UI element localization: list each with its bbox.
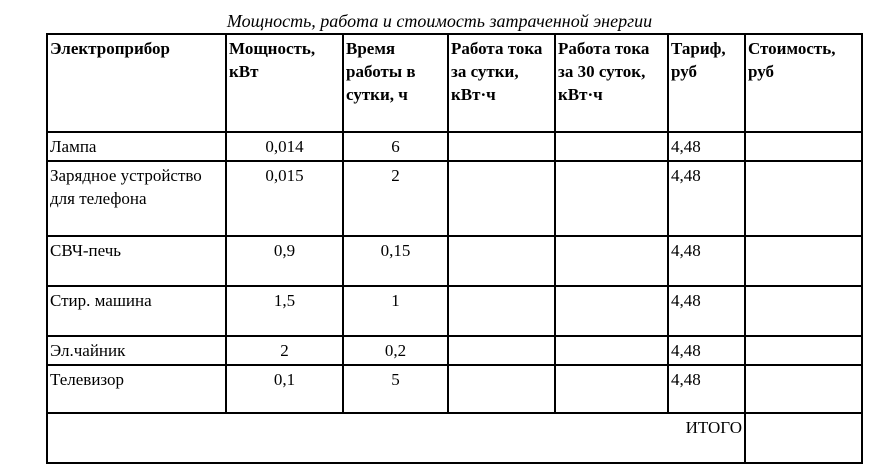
device-cell: Эл.чайник	[47, 336, 226, 365]
table-row	[47, 365, 862, 413]
cost-cell[interactable]	[745, 286, 862, 336]
work-day-cell[interactable]	[448, 132, 555, 161]
header-hours: Время работы в сутки, ч	[343, 34, 448, 132]
cost-cell[interactable]	[745, 132, 862, 161]
power-cell: 2	[226, 336, 343, 365]
hours-cell: 2	[343, 161, 448, 236]
tariff-cell: 4,48	[668, 336, 745, 365]
header-work-day: Работа тока за сутки, кВт·ч	[448, 34, 555, 132]
device-cell: Зарядное устройство для телефона	[47, 161, 226, 236]
energy-cost-table	[46, 33, 863, 464]
hours-cell: 0,15	[343, 236, 448, 286]
table-caption: Мощность, работа и стоимость затраченной энергии	[226, 11, 653, 31]
device-cell: СВЧ-печь	[47, 236, 226, 286]
work-day-cell[interactable]	[448, 365, 555, 413]
work-30-cell[interactable]	[555, 365, 668, 413]
cost-cell[interactable]	[745, 236, 862, 286]
tariff-cell: 4,48	[668, 286, 745, 336]
tariff-cell: 4,48	[668, 236, 745, 286]
cost-cell[interactable]	[745, 365, 862, 413]
power-cell: 0,1	[226, 365, 343, 413]
device-cell: Лампа	[47, 132, 226, 161]
tariff-cell: 4,48	[668, 365, 745, 413]
cost-cell[interactable]	[745, 336, 862, 365]
table-row	[47, 132, 862, 161]
work-day-cell[interactable]	[448, 336, 555, 365]
power-cell: 0,014	[226, 132, 343, 161]
header-power: Мощность, кВт	[226, 34, 343, 132]
power-cell: 0,015	[226, 161, 343, 236]
table-row	[47, 336, 862, 365]
work-30-cell[interactable]	[555, 236, 668, 286]
device-cell: Стир. машина	[47, 286, 226, 336]
device-cell: Телевизор	[47, 365, 226, 413]
hours-cell: 1	[343, 286, 448, 336]
work-30-cell[interactable]	[555, 132, 668, 161]
cost-cell[interactable]	[745, 161, 862, 236]
work-day-cell[interactable]	[448, 236, 555, 286]
table-row	[47, 286, 862, 336]
header-device: Электроприбор	[47, 34, 226, 132]
power-cell: 1,5	[226, 286, 343, 336]
hours-cell: 5	[343, 365, 448, 413]
power-cell: 0,9	[226, 236, 343, 286]
total-row	[47, 413, 862, 463]
work-30-cell[interactable]	[555, 161, 668, 236]
total-cost-cell[interactable]	[745, 413, 862, 463]
table-row	[47, 161, 862, 236]
header-work-30-days: Работа тока за 30 суток, кВт·ч	[555, 34, 668, 132]
header-cost: Стоимость, руб	[745, 34, 862, 132]
header-tariff: Тариф, руб	[668, 34, 745, 132]
table-row	[47, 236, 862, 286]
work-day-cell[interactable]	[448, 286, 555, 336]
work-30-cell[interactable]	[555, 286, 668, 336]
work-30-cell[interactable]	[555, 336, 668, 365]
tariff-cell: 4,48	[668, 132, 745, 161]
header-row	[47, 34, 862, 132]
total-label: ИТОГО	[47, 413, 745, 463]
work-day-cell[interactable]	[448, 161, 555, 236]
hours-cell: 6	[343, 132, 448, 161]
tariff-cell: 4,48	[668, 161, 745, 236]
hours-cell: 0,2	[343, 336, 448, 365]
